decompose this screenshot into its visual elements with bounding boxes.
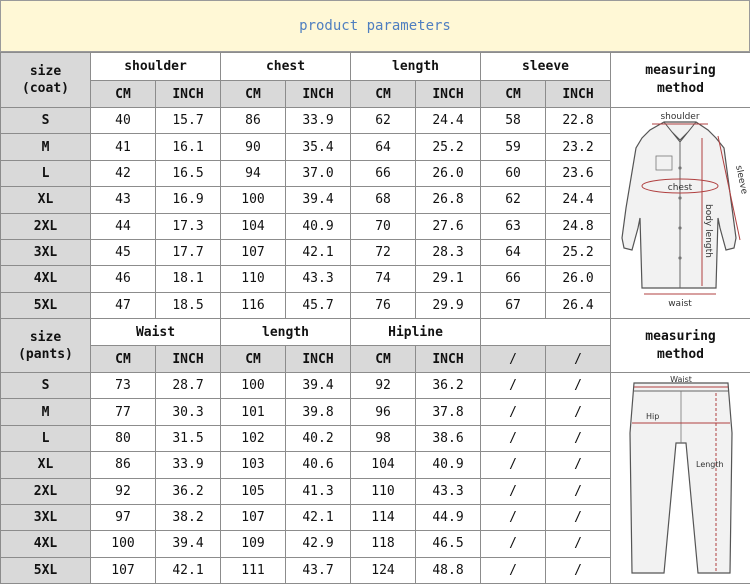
coat-measuring-label: measuring [611,62,750,80]
table-row [1,108,750,134]
value-cell: 18.5 [156,292,221,318]
value-cell: 38.2 [156,504,221,530]
size-cell: 2XL [1,478,91,504]
value-cell: 104 [351,452,416,478]
shirt-body-outline [622,122,736,288]
pants-unit: CM [91,346,156,373]
coat-method-label: method [611,80,750,98]
value-cell: 23.2 [546,134,611,160]
shirt-button [678,256,681,259]
value-cell: 116 [221,292,286,318]
value-cell: 24.4 [416,108,481,134]
value-cell: 35.4 [286,134,351,160]
value-cell: 30.3 [156,399,221,425]
size-cell: 5XL [1,292,91,318]
value-cell: 40.9 [416,452,481,478]
value-cell: 39.4 [156,531,221,557]
value-cell: 48.8 [416,557,481,583]
value-cell: 110 [221,266,286,292]
value-cell: 109 [221,531,286,557]
coat-measuring-method-header [611,53,750,108]
value-cell: 77 [91,399,156,425]
value-cell: 44.9 [416,504,481,530]
coat-group-length: length [351,53,481,81]
value-cell: 31.5 [156,425,221,451]
value-cell: 26.4 [546,292,611,318]
value-cell: 28.7 [156,373,221,399]
pants-unit: INCH [286,346,351,373]
pants-unit: INCH [416,346,481,373]
value-cell: 40.2 [286,425,351,451]
value-cell: 111 [221,557,286,583]
coat-measuring-diagram [612,108,750,314]
value-cell: / [481,478,546,504]
size-cell: XL [1,187,91,213]
pants-unit: CM [221,346,286,373]
pants-group-hipline: Hipline [351,319,481,346]
value-cell: 58 [481,108,546,134]
value-cell: 25.2 [416,134,481,160]
size-cell: 5XL [1,557,91,583]
pants-size-table [0,318,750,584]
size-cell: 3XL [1,239,91,265]
value-cell: 43.7 [286,557,351,583]
value-cell: 38.6 [416,425,481,451]
value-cell: 76 [351,292,416,318]
page-title: product parameters [299,18,451,34]
coat-diagram-cell [611,108,750,319]
value-cell: 114 [351,504,416,530]
coat-unit: INCH [416,81,481,108]
value-cell: 94 [221,160,286,186]
value-cell: 16.5 [156,160,221,186]
value-cell: 72 [351,239,416,265]
value-cell: 41 [91,134,156,160]
value-cell: 107 [91,557,156,583]
value-cell: 40 [91,108,156,134]
value-cell: 80 [91,425,156,451]
value-cell: 29.1 [416,266,481,292]
value-cell: 17.3 [156,213,221,239]
value-cell: 24.4 [546,187,611,213]
value-cell: 33.9 [156,452,221,478]
value-cell: / [481,452,546,478]
value-cell: 102 [221,425,286,451]
value-cell: 43.3 [286,266,351,292]
value-cell: 92 [351,373,416,399]
value-cell: / [546,504,611,530]
value-cell: 98 [351,425,416,451]
shoulder-diagram-label: shoulder [660,112,699,122]
value-cell: 40.6 [286,452,351,478]
value-cell: 41.3 [286,478,351,504]
coat-unit: INCH [286,81,351,108]
value-cell: 36.2 [156,478,221,504]
value-cell: 67 [481,292,546,318]
shirt-button [678,166,681,169]
value-cell: 86 [91,452,156,478]
coat-group-sleeve: sleeve [481,53,611,81]
value-cell: 45.7 [286,292,351,318]
value-cell: 37.0 [286,160,351,186]
size-cell: 4XL [1,266,91,292]
value-cell: 43.3 [416,478,481,504]
length-diagram-label: Length [696,460,724,469]
pants-method-label: method [611,346,750,364]
value-cell: 100 [221,187,286,213]
value-cell: 86 [221,108,286,134]
value-cell: 18.1 [156,266,221,292]
coat-unit: INCH [156,81,221,108]
sleeve-diagram-label: sleeve [733,165,749,196]
value-cell: 26.8 [416,187,481,213]
value-cell: 27.6 [416,213,481,239]
coat-group-shoulder: shoulder [91,53,221,81]
pants-diagram-cell [611,373,750,584]
coat-unit: INCH [546,81,611,108]
value-cell: 36.2 [416,373,481,399]
value-cell: / [546,373,611,399]
value-cell: 39.4 [286,187,351,213]
value-cell: 96 [351,399,416,425]
coat-size-label: size [1,63,90,80]
value-cell: / [546,478,611,504]
value-cell: 100 [91,531,156,557]
value-cell: 107 [221,239,286,265]
pants-unit: / [546,346,611,373]
value-cell: 42 [91,160,156,186]
coat-unit: CM [351,81,416,108]
value-cell: 26.0 [416,160,481,186]
table-row [1,373,750,399]
pants-size-label: size [1,329,90,346]
value-cell: 24.8 [546,213,611,239]
value-cell: 42.1 [286,239,351,265]
pants-size-header [1,319,91,373]
value-cell: 73 [91,373,156,399]
title-banner [0,0,750,52]
value-cell: 118 [351,531,416,557]
value-cell: 46.5 [416,531,481,557]
pants-measuring-label: measuring [611,328,750,346]
value-cell: 110 [351,478,416,504]
value-cell: 22.8 [546,108,611,134]
hip-diagram-label: Hip [646,412,659,421]
pants-unit: CM [351,346,416,373]
value-cell: / [481,504,546,530]
value-cell: 62 [481,187,546,213]
value-cell: 124 [351,557,416,583]
body-length-diagram-label: body length [703,204,713,258]
coat-size-table [0,52,750,319]
size-cell: 4XL [1,531,91,557]
value-cell: 105 [221,478,286,504]
pants-unit: / [481,346,546,373]
value-cell: 64 [481,239,546,265]
value-cell: 44 [91,213,156,239]
value-cell: / [481,399,546,425]
value-cell: / [546,399,611,425]
value-cell: 90 [221,134,286,160]
shirt-button [678,196,681,199]
value-cell: / [546,452,611,478]
value-cell: 28.3 [416,239,481,265]
value-cell: 26.0 [546,266,611,292]
size-cell: XL [1,452,91,478]
pants-unit: INCH [156,346,221,373]
value-cell: 92 [91,478,156,504]
value-cell: 62 [351,108,416,134]
value-cell: 63 [481,213,546,239]
value-cell: 42.1 [156,557,221,583]
value-cell: 39.8 [286,399,351,425]
shirt-button [678,226,681,229]
value-cell: 47 [91,292,156,318]
coat-unit: CM [221,81,286,108]
pants-measuring-method-header [611,319,750,373]
value-cell: 33.9 [286,108,351,134]
value-cell: 101 [221,399,286,425]
size-cell: 3XL [1,504,91,530]
pants-group-empty [481,319,611,346]
value-cell: / [546,557,611,583]
value-cell: 104 [221,213,286,239]
size-cell: L [1,160,91,186]
value-cell: / [546,531,611,557]
value-cell: 97 [91,504,156,530]
value-cell: 25.2 [546,239,611,265]
waist-diagram-label: waist [668,299,692,309]
value-cell: 107 [221,504,286,530]
size-cell: S [1,373,91,399]
value-cell: 45 [91,239,156,265]
value-cell: 59 [481,134,546,160]
coat-size-sublabel: (coat) [1,80,90,97]
coat-size-header [1,53,91,108]
value-cell: / [481,425,546,451]
value-cell: 100 [221,373,286,399]
value-cell: 68 [351,187,416,213]
value-cell: / [481,557,546,583]
size-cell: S [1,108,91,134]
size-cell: 2XL [1,213,91,239]
value-cell: 66 [481,266,546,292]
coat-unit: CM [91,81,156,108]
value-cell: / [481,531,546,557]
value-cell: 42.9 [286,531,351,557]
waist-diagram-label: Waist [670,375,692,384]
value-cell: 70 [351,213,416,239]
value-cell: 39.4 [286,373,351,399]
value-cell: 43 [91,187,156,213]
value-cell: 74 [351,266,416,292]
coat-unit: CM [481,81,546,108]
value-cell: 15.7 [156,108,221,134]
value-cell: 23.6 [546,160,611,186]
value-cell: 16.1 [156,134,221,160]
value-cell: 40.9 [286,213,351,239]
value-cell: 66 [351,160,416,186]
value-cell: / [546,425,611,451]
value-cell: 60 [481,160,546,186]
value-cell: 29.9 [416,292,481,318]
size-cell: M [1,134,91,160]
coat-group-chest: chest [221,53,351,81]
pants-size-sublabel: (pants) [1,346,90,363]
value-cell: 17.7 [156,239,221,265]
value-cell: 46 [91,266,156,292]
value-cell: 42.1 [286,504,351,530]
pants-group-length: length [221,319,351,346]
value-cell: 16.9 [156,187,221,213]
value-cell: 103 [221,452,286,478]
value-cell: / [481,373,546,399]
size-cell: M [1,399,91,425]
size-cell: L [1,425,91,451]
pants-group-waist: Waist [91,319,221,346]
chest-diagram-label: chest [667,183,692,193]
value-cell: 37.8 [416,399,481,425]
value-cell: 64 [351,134,416,160]
pants-measuring-diagram [612,373,750,579]
